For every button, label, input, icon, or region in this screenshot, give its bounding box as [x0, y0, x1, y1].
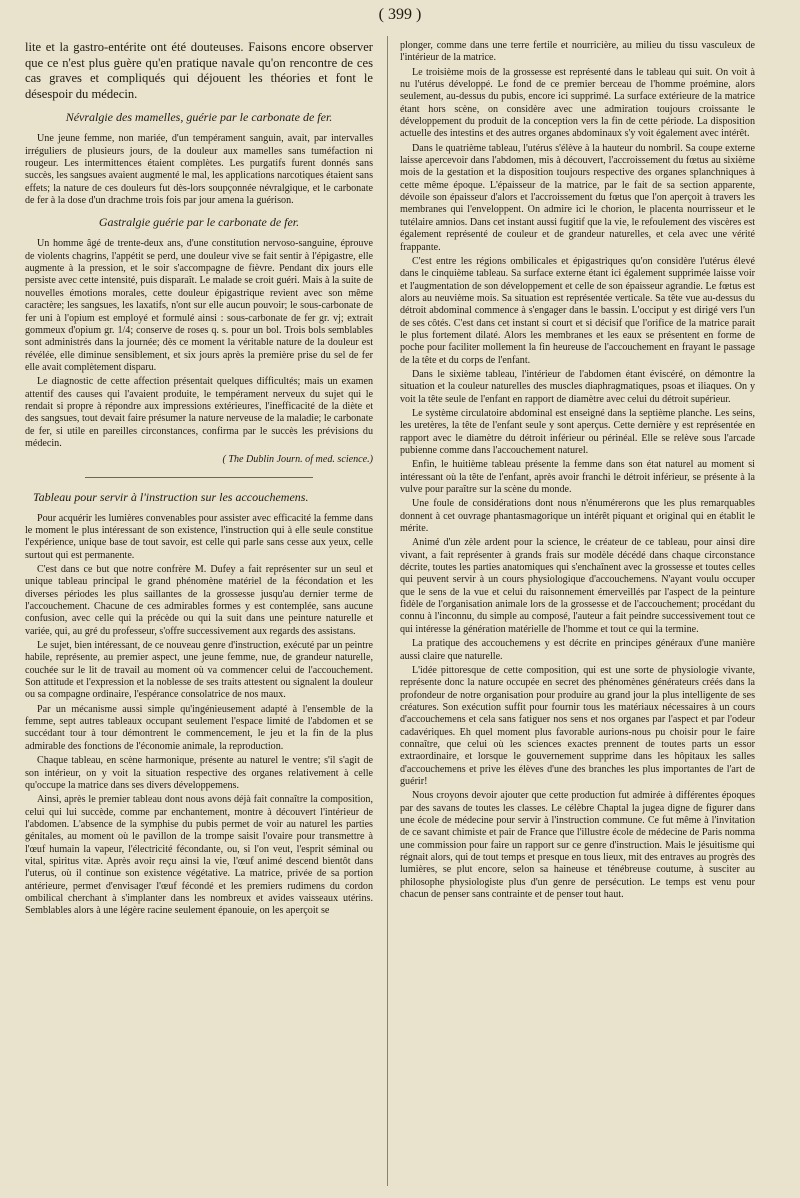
body-paragraph: Nous croyons devoir ajouter que cette production fut admirée à différentes époques par des savans de toutes les classes. Le célèbre Chaptal la jugea digne de figurer dans une école de médecine pour servir à l'instruction commune. Ce fut même à l'invitation de ce savant chimiste et pair de France que l'illustre école de médecine de Paris nomma une commission pour faire un rapport sur ce genre d'instruction. Mais le jésuitisme qui régnait alors, qui de tout temps et presque en tous lieux, mit des entraves au progrès des lumières, se plut encore, selon sa haineuse et ténébreuse coutume, à susciter au philosophe physiologiste plus d'un genre de persécution. Le temps est venu pour chacun de penser sans contrainte et de penser tout haut.: [400, 790, 755, 901]
continued-paragraph: plonger, comme dans une terre fertile et nourricière, au milieu du tissu vasculeux de l'intérieur de la matrice.: [400, 40, 755, 64]
section-title-gastralgie: Gastralgie guérie par le carbonate de fer.: [98, 215, 300, 230]
gastralgie-paragraph: Un homme âgé de trente-deux ans, d'une constitution nervoso-sanguine, éprouve de violents chagrins, l'appétit se perd, une douleur vive se fait sentir à l'épigastre, elle augmente à la pression, et le soir s'accompagne de fièvre. Pendant dix jours elle persiste avec cette intensité, puis disparaît. Le malade se croit guéri. Mais à la suite de nouvelles émotions morales, cette douleur épigastrique revient avec son même caractère; les sangsues, les laxatifs, n'ont sur elle aucun pouvoir; le sous-carbonate de fer uni à l'opium est employé et formulé ainsi : sous-carbonate de fer gr. vj; extrait gommeux d'opium gr. 1/4; conserve de roses q. s. pour un bol. Trois bols semblables sont administrés dans la journée; dès ce moment la véritable nature de la douleur est révélée, elle diminue sensiblement, et six jours après la première prise du sel de fer elle avait complètement disparu.: [25, 238, 373, 373]
body-paragraph: Le troisième mois de la grossesse est représenté dans le tableau qui suit. On voit à nu l'utérus développé. Le fond de ce premier berceau de l'homme proémine, alors seulement, au-dessus du pubis, encore ici supprimé. La surface extérieure de la matrice étant hors scène, on considère avec une admiration toujours croissante le développement du produit de la conception vers la fin de cette période. La disposition actuelle des intestins et des autres organes abdominaux s'y voit également avec intérêt.: [400, 66, 755, 140]
right-column: [400, 40, 755, 903]
body-paragraph: Enfin, le huitième tableau présente la femme dans son état naturel au moment si intéressant où la tête de l'enfant, après avoir franchi le détroit inférieur, se présente à la vulve pour paraître sur la scène du monde.: [400, 459, 755, 496]
body-paragraph: C'est entre les régions ombilicales et épigastriques qu'on considère l'utérus élevé dans le cinquième tableau. Sa surface externe étant ici également supprimée laisse voir et l'augmentation de son développement et celle de son épaisseur agrandie. Le fœtus est alors au neuvième mois. Sa situation est représentée verticale. Sa tête vue au-dessus du détroit abdominal commence à s'engager dans le bassin. L'occiput y est dirigé vers l'un de ses côtés. C'est dans cet instant si court et si décisif que l'orifice de la matrice parait le plus fortement dilaté. Alors les membranes et les eaux se présentent en forme de poche pour faciliter mollement la fin heureuse de l'accouchement en frayant le passage de la tête et du corps de l'enfant.: [400, 255, 755, 366]
body-paragraph: L'idée pittoresque de cette composition, qui est une sorte de physiologie vivante, représente donc la nature occupée en secret des phénomènes générateurs créés dans la profondeur de notre organisation pour produire au grand jour la plus intelligente de ses créatures. Son exécution suffit pour fournir tous les matériaux nécessaires à un cours d'accouchemens et cela sans fatiguer nos sens et nos organes par l'aspect et par l'odeur cadavériques. Eh quel moment plus favorable aurions-nous pu choisir pour le faire connaître, que celui où les sciences exactes prennent de toutes parts un essor extraordinaire, et lorsque le gouvernement supprime dans les hôpitaux les salles d'accouchemens et prive les élèves d'une des branches les plus importantes de l'art de guérir!: [400, 664, 755, 787]
tableau-paragraph: Ainsi, après le premier tableau dont nous avons déjà fait connaître la composition, celui qui lui succède, comme par enchantement, montre à découvert l'intérieur de l'abdomen. L'absence de la symphise du pubis permet de voir au naturel les parties génitales, au moment où le pavillon de la trompe saisit l'ovaire pour transmettre à l'œuf humain la vapeur, l'électricité fécondante, ou, si l'on veut, l'esprit séminal ou vital, spiritus vitæ. Après avoir reçu ainsi la vie, l'œuf animé descend bientôt dans l'uterus, où il continue son existence végétative. La matrice, privée de sa portion antérieure, permet d'envisager l'œuf fécondé et les premiers rudimens du cordon ombilical cherchant à s'implanter dans les nombreux et avides vaisseaux utérins. Semblables alors à une légère racine seulement épanouie, on les aperçoit se: [25, 794, 373, 917]
intro-paragraph: lite et la gastro-entérite ont été douteuses. Faisons encore observer que ce n'est plus guère qu'en pratique navale qu'on rencontre de ces cas graves et compliqués qui déjouent les théories et font le désespoir du médecin.: [25, 40, 373, 101]
section-separator: [85, 477, 313, 478]
body-paragraph: La pratique des accouchemens y est décrite en principes généraux d'une manière aussi claire que naturelle.: [400, 638, 755, 662]
body-paragraph: Une foule de considérations dont nous n'énumérerons que les plus remarquables donnent à cet ouvrage phantasmagorique un intérêt piquant et original qui en établit le mérite.: [400, 498, 755, 535]
tableau-paragraph: Par un mécanisme aussi simple qu'ingénieusement adapté à l'ensemble de la femme, sept autres tableaux occupant seulement l'espace limité de l'abdomen et se succédant tour à tour démontrent le commencement, le jeu et la fin de la plus admirable des fonctions de l'économie animale, la reproduction.: [25, 703, 373, 752]
section-title-tableau: Tableau pour servir à l'instruction sur les accouchemens.: [33, 489, 309, 504]
intro-block: [25, 40, 373, 102]
body-paragraph: Dans le quatrième tableau, l'utérus s'élève à la hauteur du nombril. Sa coupe externe laisse apercevoir dans l'abdomen, mis à découvert, l'accroissement du fœtus au sixième mois de la gestation et la disposition toujours respective des organes splanchniques à cette même époque. L'épaisseur de la matrice, par le fait de sa section apparente, dévoile son épaisseur d'alors et l'accroissement du fœtus que l'on aperçoit à travers les membranes qui l'enveloppent. On admire ici le chorion, le placenta nourrisseur et le tutélaire amnios. Dans cet instant aussi fugitif que la vie, le refoulement des viscères est également représenté de couleur et de grandeur naturelles, et cela avec une vérité frappante.: [400, 142, 755, 253]
left-column: [25, 40, 373, 920]
tableau-paragraph: Le sujet, bien intéressant, de ce nouveau genre d'instruction, exécuté par un peintre habile, représente, au premier aspect, une jeune femme, nue, de grandeur naturelle, couchée sur le lit de travail au moment où va commencer celui de l'accouchement. Son attitude et l'expression et la noblesse de ses traits attestent ou signalent la douleur ou sa compagne ordinaire, l'espérance consolatrice de nos maux.: [25, 640, 373, 701]
tableau-paragraph: Chaque tableau, en scène harmonique, présente au naturel le ventre; s'il s'agit de son intérieur, on y voit la situation respective des organes relativement à celle qu'occupe la matrice dans ses divers développemens.: [25, 755, 373, 791]
nevralgie-paragraph: Une jeune femme, non mariée, d'un tempérament sanguin, avait, par intervalles irréguliers de plusieurs jours, de la douleur aux mamelles sans tuméfaction ni rougeur. Les intermittences étaient complètes. Les purgatifs furent donnés sans succès, les sangsues avaient augmenté le mal, les applications narcotiques étaient sans effets; la nature de ces douleurs fut dès-lors soupçonnée névralgique, et le carbonate de fer à la dose d'un drachme trois fois par jour amena la guérison.: [25, 133, 373, 207]
section-title-nevralgie: Névralgie des mamelles, guérie par le carbonate de fer.: [65, 110, 333, 125]
gastralgie-paragraph: Le diagnostic de cette affection présentait quelques difficultés; mais un examen attentif des causes qui l'avaient produite, le tempérament nerveux du sujet qui le rendait si propre à répondre aux impressions extérieures, l'inefficacité de la diète et des sangsues, tout devait faire présumer la nature nerveuse de la maladie; le carbonate de fer, si utile en pareilles circonstances, confirma par le succès les prévisions du médecin.: [25, 376, 373, 449]
tableau-paragraph: C'est dans ce but que notre confrère M. Dufey a fait représenter sur un seul et unique tableau principal le grand phénomène matériel de la fécondation et les diverses périodes les plus saillantes de la grossesse jusqu'au dernier terme de l'accouchement. Chacune de ces admirables formes y est contemplée, sans aucune confusion, avec celle qui la précède ou qui la suit dans une peinture naturelle et variée, qui, au gré du professeur, s'offre successivement aux regards des assistans.: [25, 564, 373, 637]
column-divider: [387, 36, 388, 1186]
page-number: ( 399 ): [378, 6, 422, 23]
body-paragraph: Le système circulatoire abdominal est enseigné dans la septième planche. Les seins, les uretères, la tête de l'enfant seule y sont aperçus. Cette dernière y est représentée en rapport avec le diamètre du détroit inférieur ou périnéal. Elle se relève sous l'arcade pubienne comme dans l'accouchement naturel.: [400, 407, 755, 456]
body-paragraph: Dans le sixième tableau, l'intérieur de l'abdomen étant éviscéré, on démontre la situation et la couleur naturelles des muscles diaphragmatiques, psoas et iliaques. On y voit la tête seule de l'enfant en rapport de diamètre avec celui du détroit supérieur.: [400, 368, 755, 405]
tableau-paragraph: Pour acquérir les lumières convenables pour assister avec efficacité la femme dans le moment le plus intéressant de son existence, l'instruction qui à elle seule constitue l'expérience, unique base de tout savoir, est celle qui parle sans cesse aux yeux, celle surtout qui est permanente.: [25, 512, 373, 561]
source-citation: ( The Dublin Journ. of med. science.): [222, 454, 373, 466]
body-paragraph: Animé d'un zèle ardent pour la science, le créateur de ce tableau, pour ainsi dire vivant, a fait représenter à grands frais sur modèle décédé dans chaque circonstance décrite, toutes les parties anatomiques qui s'enchaînent avec la grossesse et toutes celles qui peuvent servir à un cours physiologique d'accouchemens. N'ayant voulu occuper que le sens de la vue et celui du raisonnement émerveillés par l'aspect de la peinture fidèle de l'organisation animale lors de la grossesse et de l'accouchement; procédant du connu à l'inconnu, du simple au composé, l'auteur a fait peindre successivement tout ce qui intéresse la génération matérielle de l'homme et tout ce qui la termine.: [400, 537, 755, 635]
